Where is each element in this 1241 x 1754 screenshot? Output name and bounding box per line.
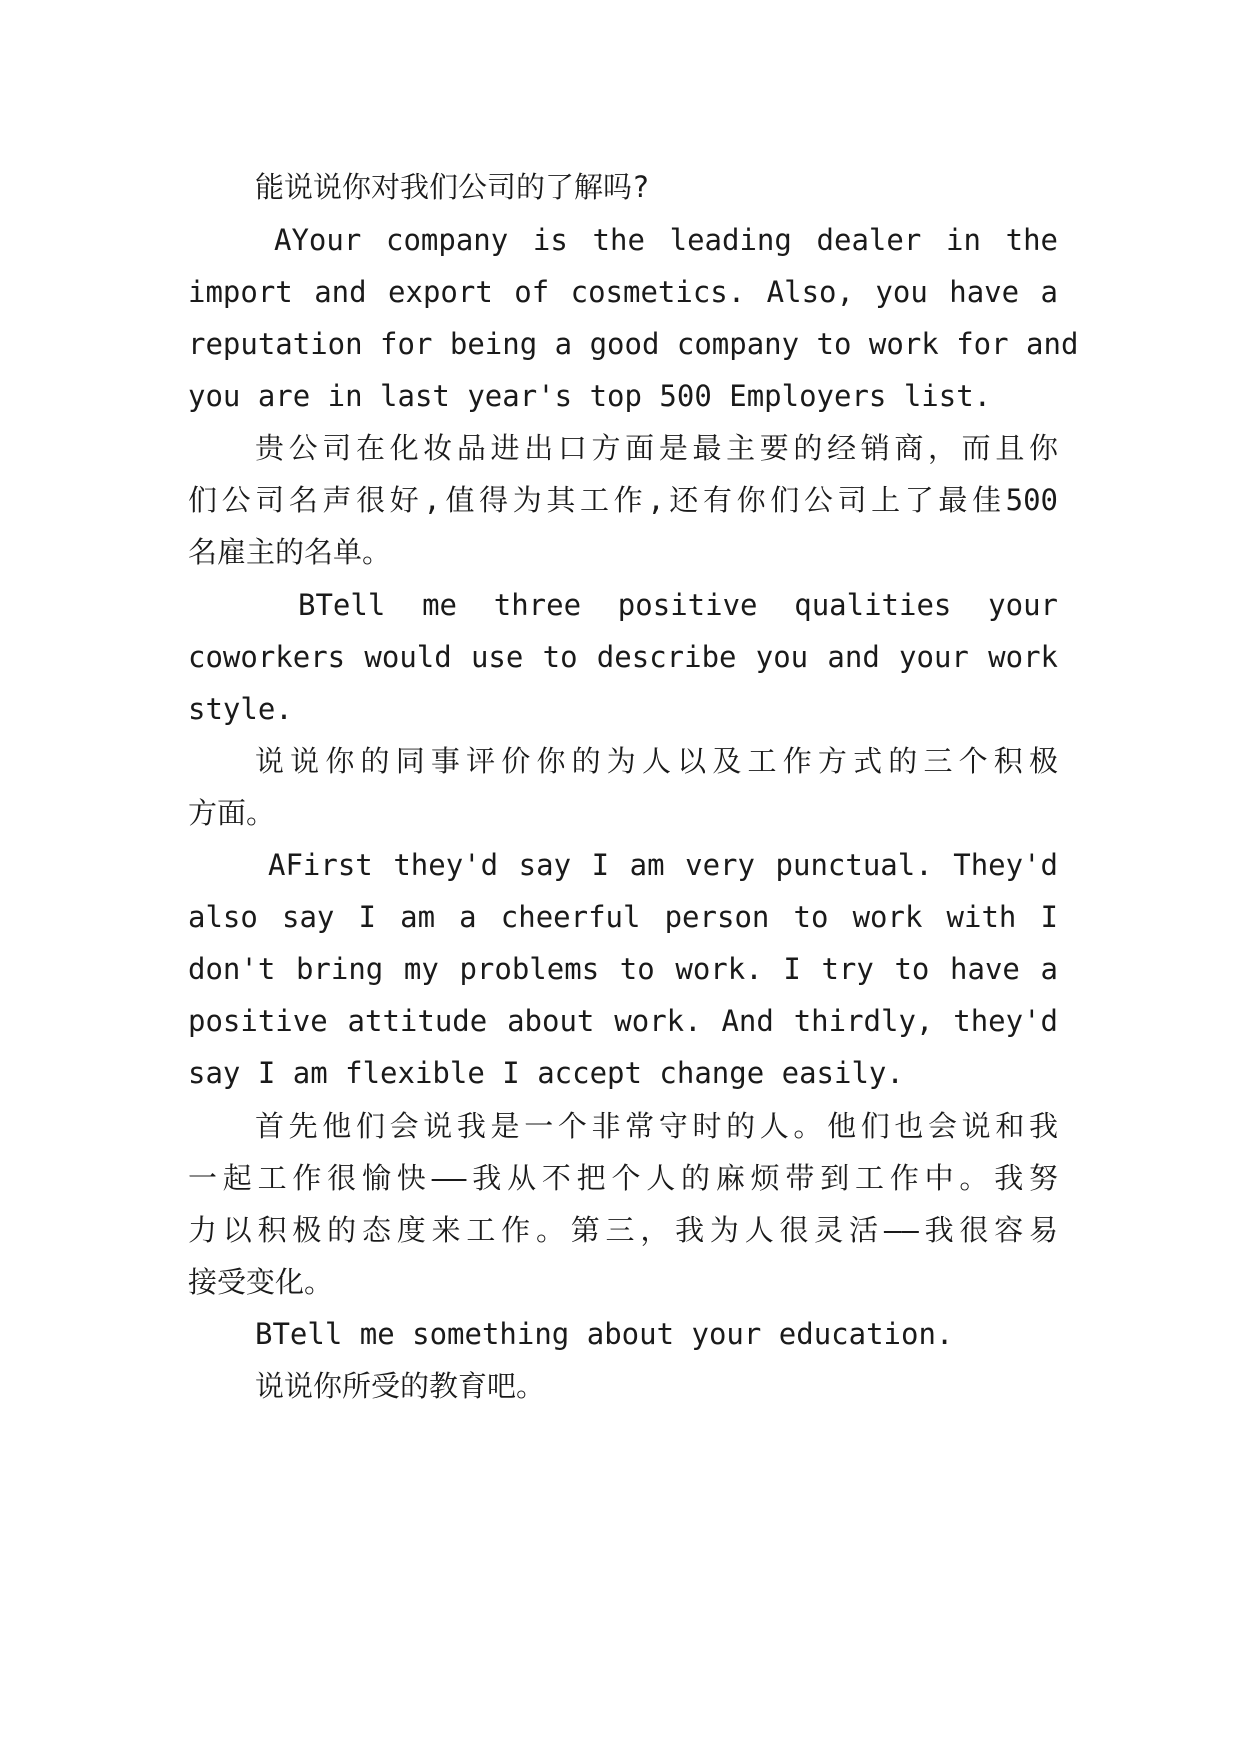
answer-2-en-line-1: AFirst they'd say I am very punctual. They'd (268, 848, 1058, 882)
question-2-en-line-1: BTell me three positive qualities your (298, 588, 1058, 622)
answer-2-zh-line-1: 首先他们会说我是一个非常守时的人。他们也会说和我 (255, 1109, 1058, 1143)
answer-2-en-line-3: don't bring my problems to work. I try to have a (188, 952, 1058, 986)
answer-1-zh-line-1: 贵公司在化妆品进出口方面是最主要的经销商，而且你 (255, 431, 1058, 465)
question-3-en: BTell me something about your education. (255, 1317, 954, 1351)
answer-2-zh-line-4: 接受变化。 (188, 1265, 334, 1299)
question-2-en-line-3: style. (188, 692, 293, 726)
answer-1-zh-line-3: 名雇主的名单。 (188, 535, 392, 569)
answer-2-en-line-2: also say I am a cheerful person to work with I (188, 900, 1058, 934)
question-2-en-line-2: coworkers would use to describe you and your work (188, 640, 1058, 674)
question-2-zh-line-2: 方面。 (188, 796, 276, 830)
answer-2-zh-line-3: 力以积极的态度来工作。第三，我为人很灵活——我很容易 (188, 1213, 1058, 1247)
answer-1-en-line-3: reputation for being a good company to work for and (188, 327, 1079, 361)
answer-1-en-line-4: you are in last year's top 500 Employers list. (188, 379, 992, 413)
answer-2-en-line-5: say I am flexible I accept change easily. (188, 1056, 904, 1090)
question-2-zh-line-1: 说说你的同事评价你的为人以及工作方式的三个积极 (255, 744, 1058, 778)
answer-1-en-line-1: AYour company is the leading dealer in the (274, 223, 1058, 257)
answer-2-zh-line-2: 一起工作很愉快——我从不把个人的麻烦带到工作中。我努 (188, 1161, 1058, 1195)
answer-1-zh-line-2: 们公司名声很好,值得为其工作,还有你们公司上了最佳500 (188, 483, 1058, 517)
question-1-zh: 能说说你对我们公司的了解吗? (255, 170, 650, 204)
question-3-zh: 说说你所受的教育吧。 (255, 1369, 546, 1403)
answer-1-en-line-2: import and export of cosmetics. Also, you have a (188, 275, 1058, 309)
answer-2-en-line-4: positive attitude about work. And thirdly, they'd (188, 1004, 1058, 1038)
